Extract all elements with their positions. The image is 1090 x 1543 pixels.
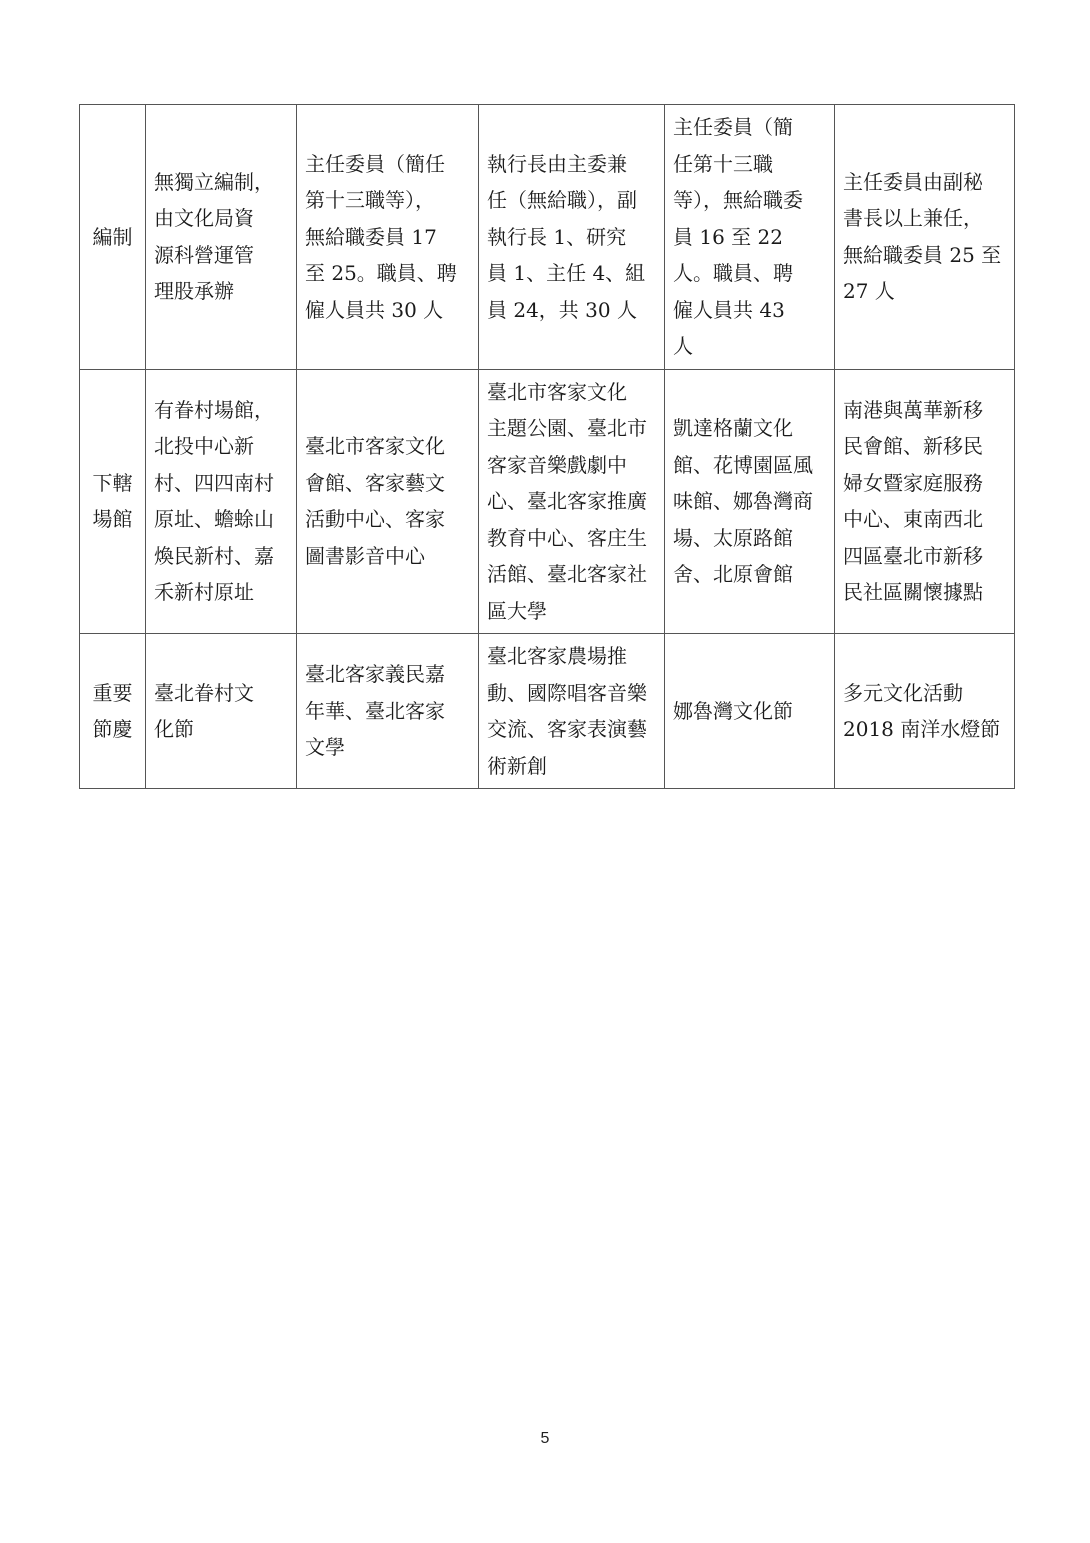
table-cell: 臺北客家農場推 動、國際唱客音樂 交流、客家表演藝 術新創	[479, 634, 665, 789]
table-cell: 臺北眷村文 化節	[146, 634, 297, 789]
table-row-festivals	[80, 634, 1015, 789]
row-label: 重要 節慶	[80, 634, 146, 789]
table-cell: 執行長由主委兼 任（無給職），副 執行長 1、研究 員 1、主任 4、組 員 24，共 30 人	[479, 105, 665, 370]
table-cell: 南港與萬華新移 民會館、新移民 婦女暨家庭服務 中心、東南西北 四區臺北市新移 民社區關懷據點	[835, 369, 1015, 634]
table-cell: 娜魯灣文化節	[665, 634, 835, 789]
table-cell: 無獨立編制， 由文化局資 源科營運管 理股承辦	[146, 105, 297, 370]
table-cell: 有眷村場館， 北投中心新 村、四四南村 原址、蟾蜍山 煥民新村、嘉 禾新村原址	[146, 369, 297, 634]
table-cell: 凱達格蘭文化 館、花博園區風 味館、娜魯灣商 場、太原路館 舍、北原會館	[665, 369, 835, 634]
page-number: 5	[540, 1430, 550, 1447]
row-label: 下轄 場館	[80, 369, 146, 634]
table-cell: 多元文化活動 2018 南洋水燈節	[835, 634, 1015, 789]
row-label: 編制	[80, 105, 146, 370]
table-cell: 臺北客家義民嘉 年華、臺北客家 文學	[297, 634, 479, 789]
table-cell: 主任委員（簡 任第十三職 等），無給職委 員 16 至 22 人。職員、聘 僱人員共 43 人	[665, 105, 835, 370]
table-row-staffing	[80, 105, 1015, 370]
table-cell: 主任委員（簡任 第十三職等）， 無給職委員 17 至 25。職員、聘 僱人員共 30 人	[297, 105, 479, 370]
comparison-table	[79, 104, 1015, 789]
table-row-venues	[80, 369, 1015, 634]
table-cell: 臺北市客家文化 主題公園、臺北市 客家音樂戲劇中 心、臺北客家推廣 教育中心、客庄生 活館、臺北客家社 區大學	[479, 369, 665, 634]
table-cell: 主任委員由副秘 書長以上兼任， 無給職委員 25 至 27 人	[835, 105, 1015, 370]
table-cell: 臺北市客家文化 會館、客家藝文 活動中心、客家 圖書影音中心	[297, 369, 479, 634]
